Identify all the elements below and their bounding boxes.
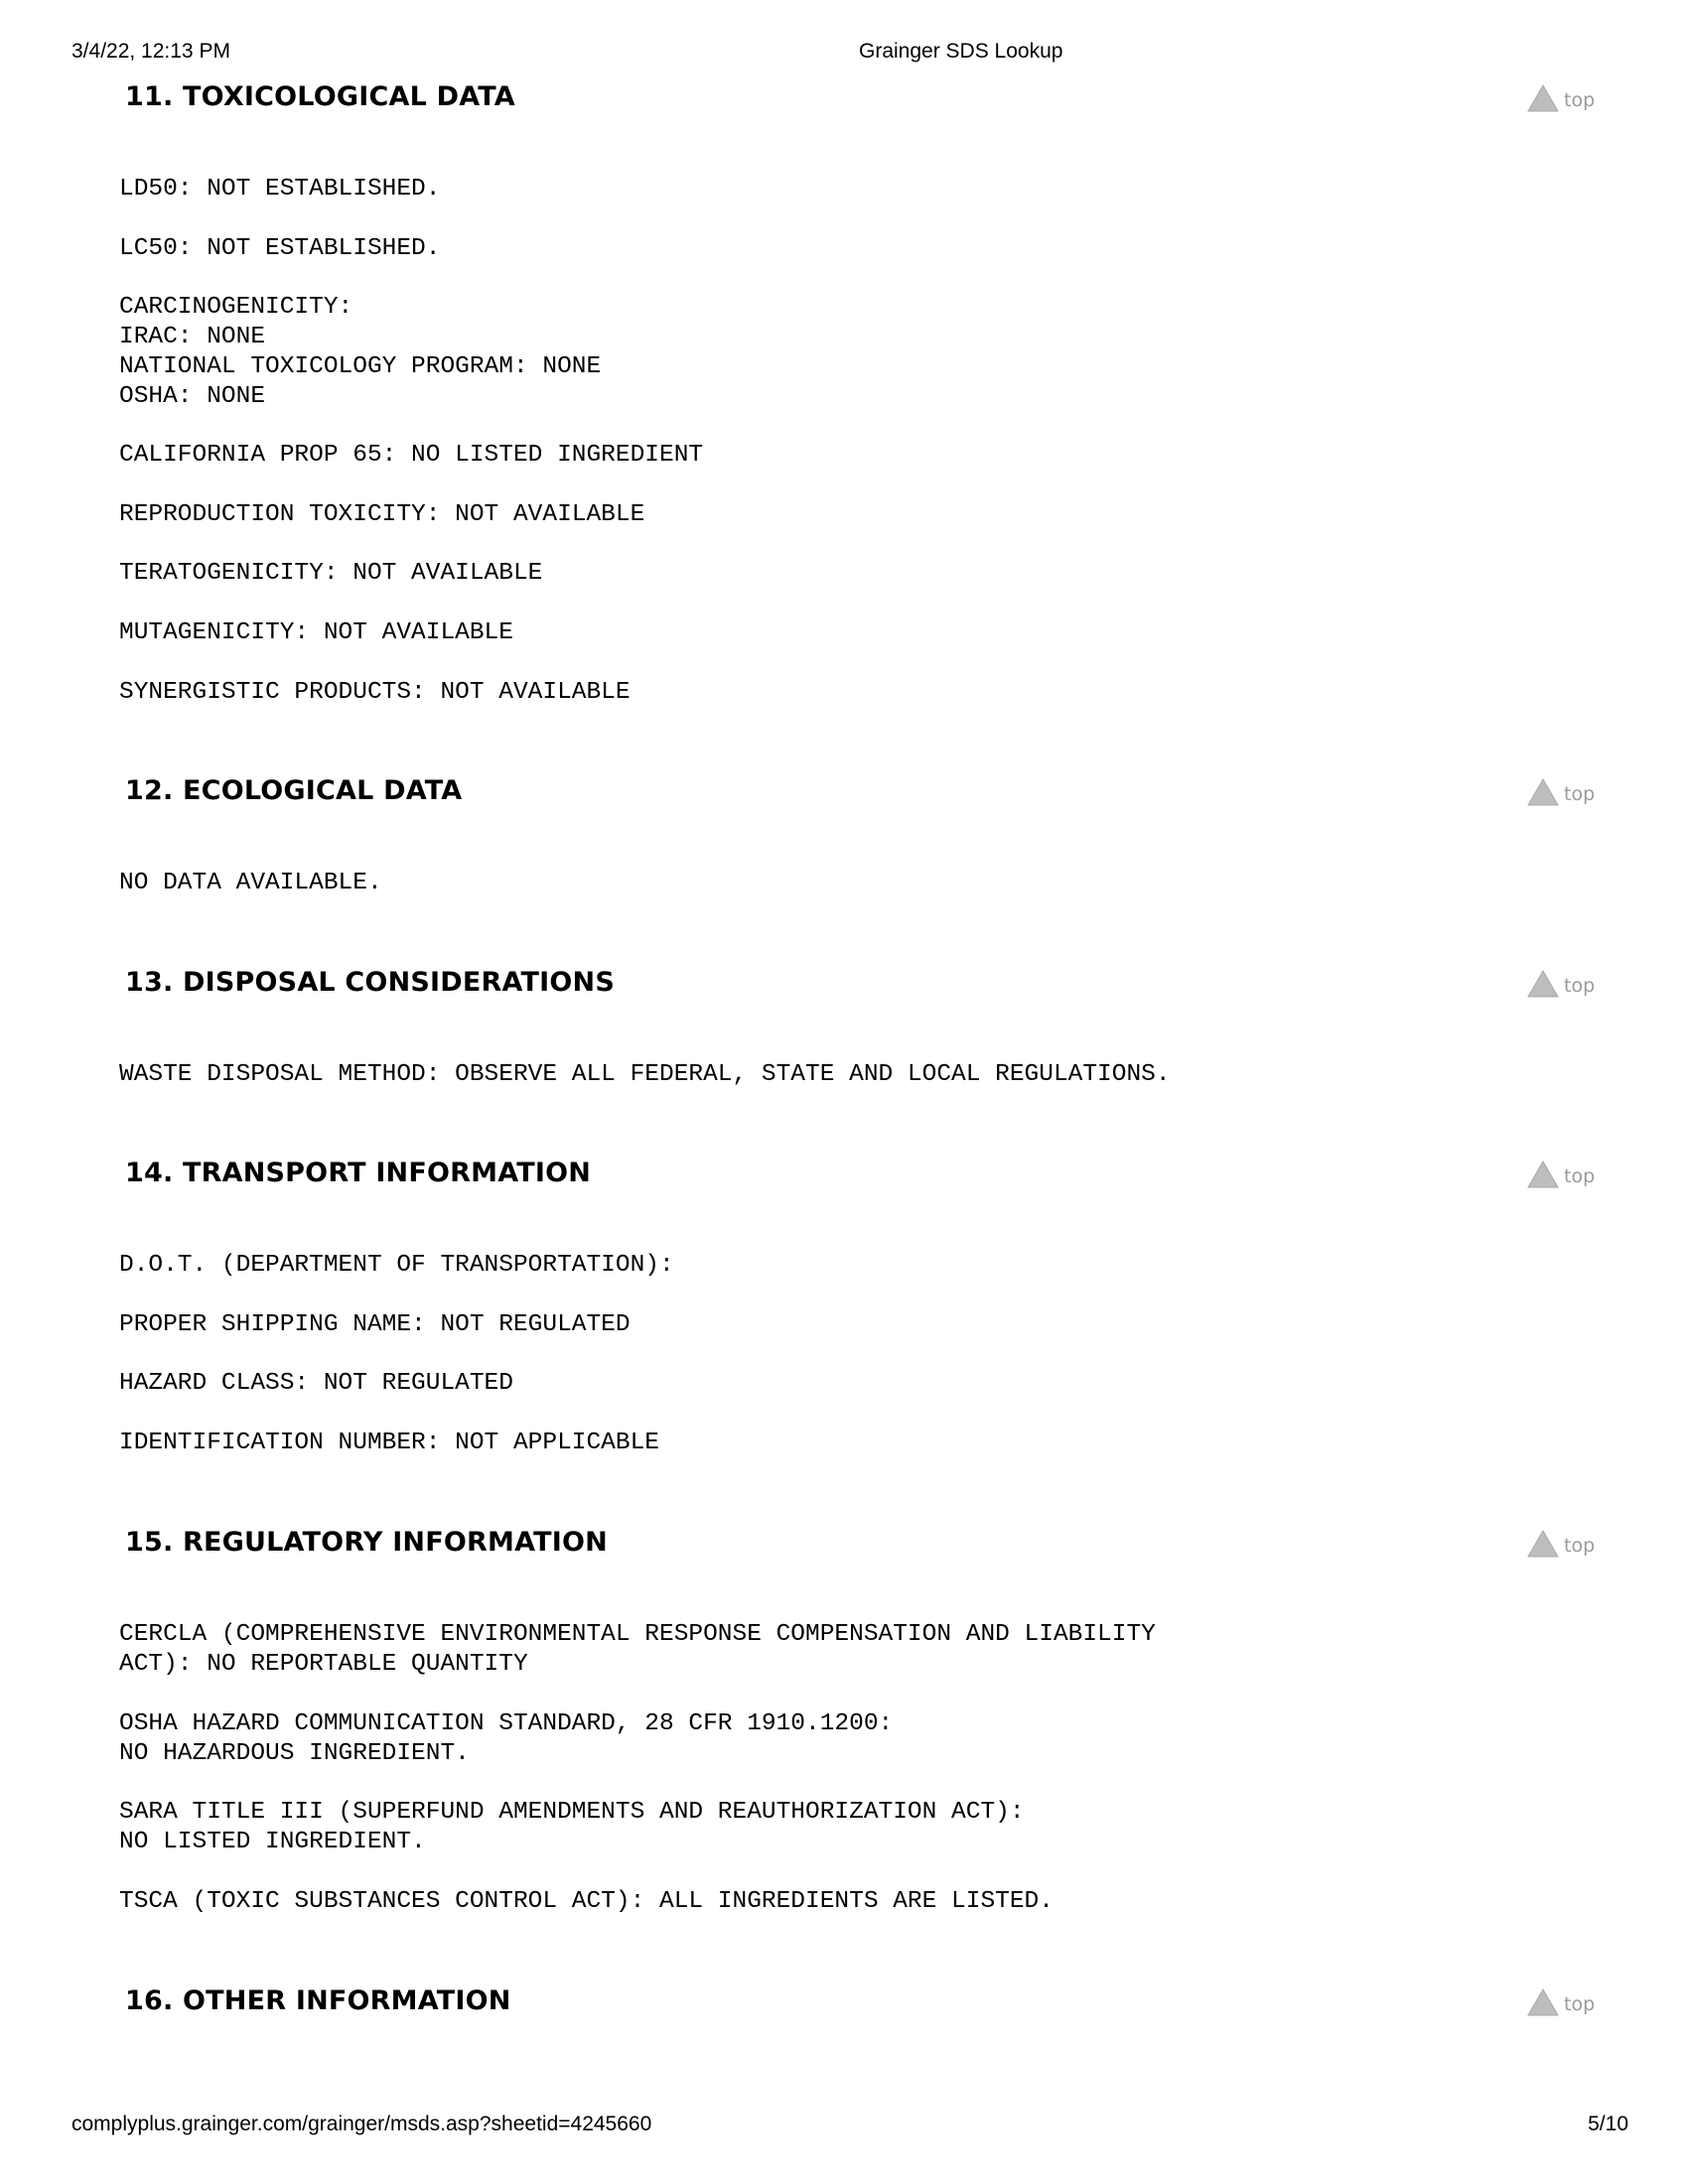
section-title: 14. TRANSPORT INFORMATION: [125, 1158, 592, 1188]
body-line: NATIONAL TOXICOLOGY PROGRAM: NONE: [119, 353, 602, 380]
print-page-number: 5/10: [1588, 2113, 1628, 2135]
body-line: PROPER SHIPPING NAME: NOT REGULATED: [119, 1311, 631, 1338]
body-line: CERCLA (COMPREHENSIVE ENVIRONMENTAL RESPONSE COMPENSATION AND LIABILITY: [119, 1621, 1156, 1648]
body-line: NO DATA AVAILABLE.: [119, 870, 382, 896]
print-footer: [0, 2113, 1688, 2142]
body-line: OSHA HAZARD COMMUNICATION STANDARD, 28 CFR 1910.1200:: [119, 1710, 894, 1737]
body-line: OSHA: NONE: [119, 383, 266, 410]
body-line: NO HAZARDOUS INGREDIENT.: [119, 1740, 470, 1767]
top-link-label: top: [1564, 783, 1596, 805]
print-url: complyplus.grainger.com/grainger/msds.asp?sheetid=4245660: [71, 2113, 652, 2135]
triangle-up-icon: [1526, 1987, 1560, 2017]
triangle-up-icon: [1526, 83, 1560, 113]
section-15-header: [0, 1527, 1688, 1567]
triangle-up-icon: [1526, 969, 1560, 999]
body-line: IDENTIFICATION NUMBER: NOT APPLICABLE: [119, 1430, 659, 1456]
body-line: LD50: NOT ESTABLISHED.: [119, 176, 441, 203]
body-line: SYNERGISTIC PRODUCTS: NOT AVAILABLE: [119, 679, 631, 706]
top-link-label: top: [1564, 1165, 1596, 1187]
top-link[interactable]: [1526, 1525, 1606, 1561]
top-link-label: top: [1564, 89, 1596, 111]
triangle-up-icon: [1526, 777, 1560, 807]
body-line: TSCA (TOXIC SUBSTANCES CONTROL ACT): ALL INGREDIENTS ARE LISTED.: [119, 1888, 1054, 1915]
body-line: D.O.T. (DEPARTMENT OF TRANSPORTATION):: [119, 1252, 674, 1279]
section-14-header: [0, 1158, 1688, 1197]
top-link[interactable]: [1526, 1156, 1606, 1191]
section-title: 12. ECOLOGICAL DATA: [125, 775, 463, 806]
section-11-header: [0, 81, 1688, 121]
top-link[interactable]: [1526, 965, 1606, 1001]
section-title: 11. TOXICOLOGICAL DATA: [125, 81, 515, 112]
body-line: HAZARD CLASS: NOT REGULATED: [119, 1370, 513, 1397]
top-link-label: top: [1564, 975, 1596, 997]
triangle-up-icon: [1526, 1160, 1560, 1189]
body-line: CARCINOGENICITY:: [119, 294, 353, 321]
section-12-header: [0, 775, 1688, 815]
body-line: CALIFORNIA PROP 65: NO LISTED INGREDIENT: [119, 442, 704, 469]
section-13-header: [0, 967, 1688, 1007]
print-page-title: Grainger SDS Lookup: [859, 40, 1063, 63]
body-line: IRAC: NONE: [119, 324, 266, 350]
section-title: 15. REGULATORY INFORMATION: [125, 1527, 608, 1558]
body-line: ACT): NO REPORTABLE QUANTITY: [119, 1651, 528, 1678]
section-title: 16. OTHER INFORMATION: [125, 1985, 511, 2016]
top-link[interactable]: [1526, 1983, 1606, 2019]
body-line: MUTAGENICITY: NOT AVAILABLE: [119, 619, 513, 646]
print-header: [0, 40, 1688, 69]
body-line: LC50: NOT ESTABLISHED.: [119, 235, 441, 262]
top-link-label: top: [1564, 1993, 1596, 2015]
body-line: SARA TITLE III (SUPERFUND AMENDMENTS AND REAUTHORIZATION ACT):: [119, 1799, 1025, 1826]
triangle-up-icon: [1526, 1529, 1560, 1559]
section-16-header: [0, 1985, 1688, 2025]
body-line: NO LISTED INGREDIENT.: [119, 1829, 426, 1855]
top-link[interactable]: [1526, 79, 1606, 115]
top-link[interactable]: [1526, 773, 1606, 809]
top-link-label: top: [1564, 1535, 1596, 1557]
body-line: WASTE DISPOSAL METHOD: OBSERVE ALL FEDERAL, STATE AND LOCAL REGULATIONS.: [119, 1061, 1171, 1088]
section-title: 13. DISPOSAL CONSIDERATIONS: [125, 967, 615, 998]
body-line: REPRODUCTION TOXICITY: NOT AVAILABLE: [119, 501, 645, 528]
body-line: TERATOGENICITY: NOT AVAILABLE: [119, 560, 543, 587]
print-datetime: 3/4/22, 12:13 PM: [71, 40, 230, 63]
